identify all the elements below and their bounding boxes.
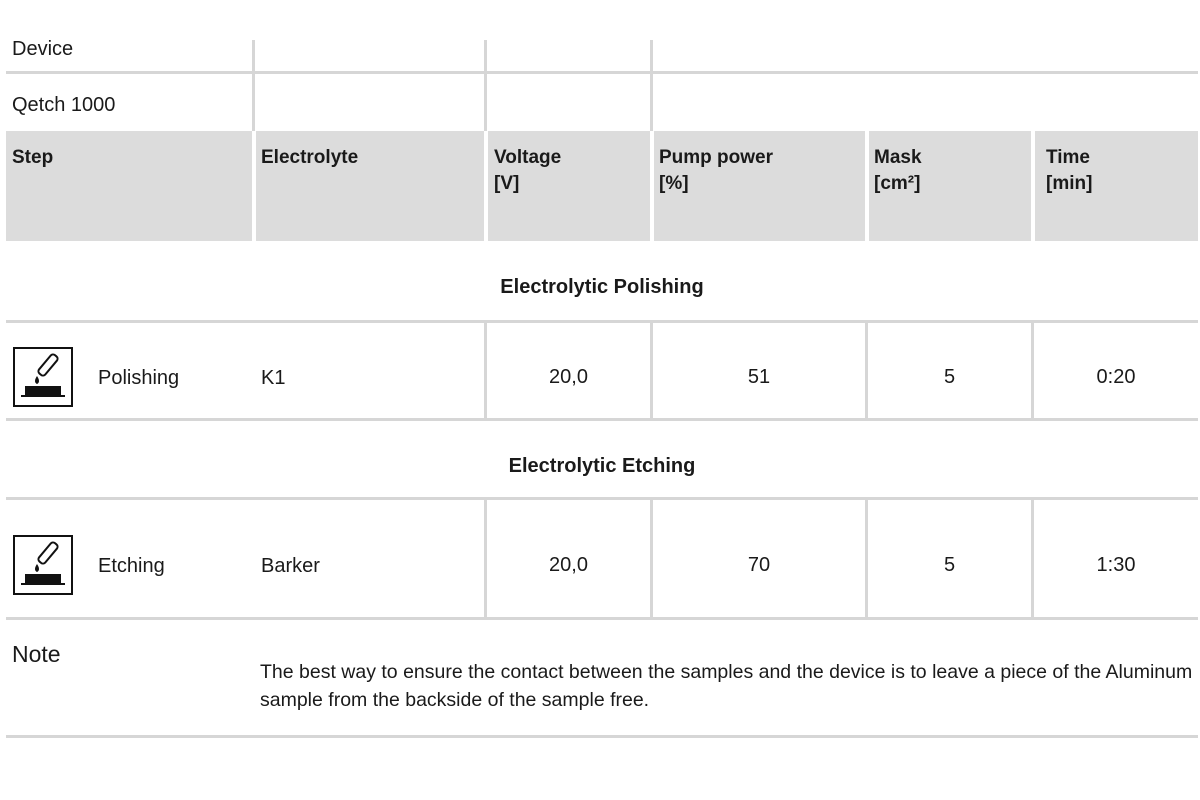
divider xyxy=(6,320,1198,323)
divider xyxy=(6,617,1198,620)
time-value: 0:20 xyxy=(1096,366,1136,388)
divider xyxy=(6,497,1198,500)
divider xyxy=(484,40,487,132)
mask-value: 5 xyxy=(943,366,956,388)
voltage-value: 20,0 xyxy=(549,366,588,388)
column-header-time: Time [min] xyxy=(1046,147,1093,194)
column-header-voltage: Voltage [V] xyxy=(494,147,562,194)
table-header xyxy=(6,131,1198,241)
column-header-mask: Mask [cm²] xyxy=(874,147,922,194)
electrolyte-value: Barker xyxy=(261,555,320,577)
device-label: Device xyxy=(12,38,74,60)
voltage-value: 20,0 xyxy=(549,554,588,576)
note-label: Note xyxy=(12,641,61,667)
section-title: Electrolytic Polishing xyxy=(500,276,704,298)
note-text: The best way to ensure the contact between the samples and the device is to leave a piece of the Aluminum sample from the backside of the sample free. xyxy=(260,661,1193,711)
divider xyxy=(6,735,1198,738)
pump-power-value: 51 xyxy=(747,366,771,388)
step-label: Polishing xyxy=(98,367,180,389)
column-header-step: Step xyxy=(12,147,54,168)
time-value: 1:30 xyxy=(1096,554,1136,576)
column-header-pump-power: Pump power [%] xyxy=(659,147,774,194)
divider xyxy=(6,418,1198,421)
divider xyxy=(650,131,654,241)
section-title: Electrolytic Etching xyxy=(508,455,696,477)
divider xyxy=(650,40,653,132)
divider xyxy=(865,131,869,241)
device-value: Qetch 1000 xyxy=(12,94,116,116)
electrolytic-beaker-icon xyxy=(13,347,73,407)
divider xyxy=(252,131,256,241)
divider xyxy=(252,40,255,132)
divider xyxy=(484,131,488,241)
electrolyte-value: K1 xyxy=(261,367,286,389)
column-header-electrolyte: Electrolyte xyxy=(261,147,359,168)
step-label: Etching xyxy=(98,555,165,577)
mask-value: 5 xyxy=(943,554,956,576)
divider xyxy=(6,71,1198,74)
divider xyxy=(1031,131,1035,241)
electrolytic-beaker-icon xyxy=(13,535,73,595)
pump-power-value: 70 xyxy=(747,554,771,576)
